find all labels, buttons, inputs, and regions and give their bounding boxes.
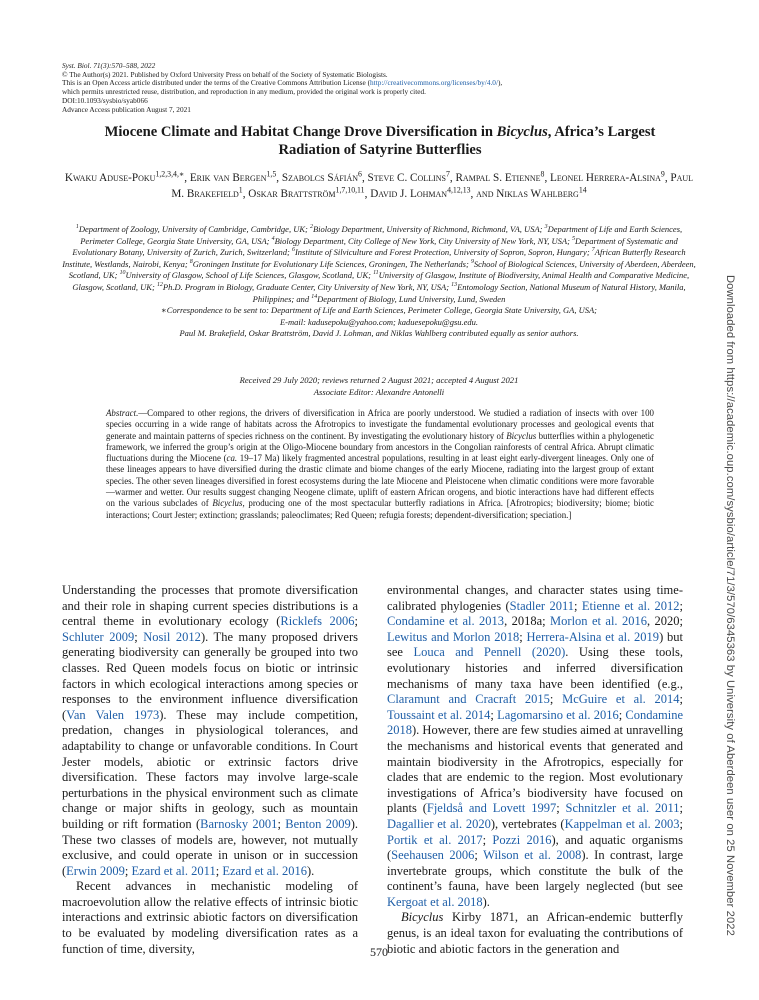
copyright-line: © The Author(s) 2021. Published by Oxford University Press on behalf of the Society of Systematic Biologists. xyxy=(62,69,388,79)
download-watermark: Downloaded from https://academic.oup.com/sysbio/article/71/3/570/6345363 by University of Aberdeen user on 25 November 2022 xyxy=(724,275,736,936)
citation-link[interactable]: Morlon et al. 2016 xyxy=(550,614,647,629)
license-link[interactable]: http://creativecommons.org/licenses/by/4.0/ xyxy=(370,78,498,88)
associate-editor: Associate Editor: Alexandre Antonelli xyxy=(313,386,445,397)
citation-link[interactable]: Nosil 2012 xyxy=(143,629,201,644)
correspondence: ∗Correspondence to be sent to: Department of Life and Earth Sciences, Perimeter College, Georgia State University, GA, USA; xyxy=(161,305,597,316)
received-line: Received 29 July 2020; reviews returned 2 August 2021; accepted 4 August 2021 xyxy=(239,375,519,385)
journal-header xyxy=(62,62,662,114)
doi-line: DOI:10.1093/sysbio/syab066 xyxy=(62,95,148,105)
citation-link[interactable]: Erwin 2009 xyxy=(66,863,125,878)
affiliation-list: $^1$Department of Zoology, University of Cambridge, Cambridge, UK; $^2$Biology Department, University of Richmond, Richmond, VA, USA; $^3$Department of Life and Earth Sciences, Perimeter College, Georgia State University, GA, USA; $^4$Biology Department, City College of New York, City University of New York, NY, USA; $^5$Department of Systematic and Evolutionary Botany, University of Zurich, Zurich, Switzerland; $^6$Institute of Silviculture and Forest Protection, University of Sopron, Sopron, Hungary; $^7$African Butterfly Research Institute, Westlands, Nairobi, Kenya; $^8$Groningen Institute for Evolutionary Life Sciences, Groningen, The Netherlands; $^9$School of Biological Sciences, University of Aberdeen, Aberdeen, Scotland, UK; $^{10}$University of Glasgow, School of Life Sciences, Glasgow, Scotland, UK; $^{11}$University of Glasgow, Institute of Biodiversity, Animal Health and Comparative Medicine, Glasgow, Scotland, UK; $^{12}$Ph.D. Program in Biology, Graduate Center, City University of New York, NY, USA; $^{13}$Entomology Section, National Museum of Natural History, Manila, Philippines; and $^{14}$Department of Biology, Lund University, Lund, Sweden xyxy=(62,224,696,304)
license-terms: which permits unrestricted reuse, distribution, and reproduction in any medium, provided the original work is properly cited. xyxy=(62,87,426,97)
citation-link[interactable]: Ezard et al. 2016 xyxy=(222,863,307,878)
citation-link[interactable]: Lagomarsino et al. 2016 xyxy=(497,707,619,722)
body-column-left xyxy=(62,583,358,957)
citation-link[interactable]: Lewitus and Morlon 2018 xyxy=(387,629,520,644)
equal-contribution-note: Paul M. Brakefield, Oskar Brattström, David J. Lohman, and Niklas Wahlberg contributed equally as senior authors. xyxy=(179,328,579,339)
citation-link[interactable]: McGuire et al. 2014 xyxy=(562,692,680,707)
abstract-text: —Compared to other regions, the drivers of diversification in Africa are poorly understood. We studied a radiation of insects with over 100 species occurring in a wide range of habitats across the Afrotropics to investigate the fundamental evolutionary processes and geological events that generate and maintain patterns of species richness on the continent. By investigating the evolutionary history of Bicyclus butterflies within a phylogenetic framework, we inferred the group’s origin at the Oligo-Miocene boundary from ancestors in the Congolian rainforests of central Africa. Abrupt climatic fluctuations during the Miocene (ca. 19–17 Ma) likely fragmented ancestral populations, resulting in at least eight early-divergent lineages. Only one of these lineages appears to have diversified during the drastic climate and biome changes of the early Miocene, radiating into the largest group of extant species. The other seven lineages diversified in forest ecosystems during the late Miocene and Pleistocene when climatic conditions were more favorable—warmer and wetter. Our results suggest changing Neogene climate, uplift of eastern African orogens, and biotic interactions have had different effects on the various subclades of Bicyclus, producing one of the most spectacular butterfly radiations in Africa. [Afrotropics; biodiversity; biome; biotic interactions; Court Jester; extinction; grasslands; paleoclimates; Red Queen; refugia forests; dependent-diversification; speciation.] xyxy=(106,408,654,520)
citation-link[interactable]: Condamine 2018 xyxy=(387,707,684,738)
citation-link[interactable]: Wilson et al. 2008 xyxy=(483,848,582,863)
body-column-right xyxy=(387,583,683,957)
citation-link[interactable]: Claramunt and Cracraft 2015 xyxy=(387,692,550,707)
citation-link[interactable]: Ricklefs 2006 xyxy=(280,614,355,629)
abstract-label: Abstract. xyxy=(106,408,139,418)
paragraph: Recent advances in mechanistic modeling of macroevolution allow the relative effects of intrinsic biotic interactions and extrinsic abiotic factors on diversification to be evaluated by modeling diversification rates as a function of time, diversity, xyxy=(62,879,358,956)
citation-link[interactable]: Kergoat et al. 2018 xyxy=(387,894,483,909)
citation-link[interactable]: Fjeldså and Lovett 1997 xyxy=(426,801,557,816)
citation-link[interactable]: Benton 2009 xyxy=(285,816,351,831)
citation-link[interactable]: Schluter 2009 xyxy=(62,629,135,644)
citation-link[interactable]: Seehausen 2006 xyxy=(391,848,475,863)
citation-link[interactable]: Etienne et al. 2012 xyxy=(581,598,680,613)
article-dates xyxy=(62,375,696,398)
citation-link[interactable]: Stadler 2011 xyxy=(509,598,575,613)
citation-link[interactable]: Toussaint et al. 2014 xyxy=(387,707,491,722)
citation-link[interactable]: Pozzi 2016 xyxy=(492,832,552,847)
license-line: This is an Open Access article distributed under the terms of the Creative Commons Attribution License (http://creativecommons.org/licenses/by/4.0/), xyxy=(62,78,503,88)
citation-link[interactable]: Barnosky 2001 xyxy=(200,816,278,831)
advance-access-line: Advance Access publication August 7, 2021 xyxy=(62,104,191,114)
page-number: 570 xyxy=(370,945,388,959)
author-list: Kwaku Aduse-Poku$^{1,2,3,4,∗}$, Erik van Bergen$^{1,5}$, Szabolcs Sáfián$^6$, Steve C. Collins$^7$, Rampal S. Etienne$^8$, Leonel Herrera-Alsina$^9$, Paul M. Brakefield$^1$, Oskar Brattström$^{1,7,10,11}$, David J. Lohman$^{4,12,13}$, and Niklas Wahlberg$^{14}$ xyxy=(64,169,694,200)
paragraph: environmental changes, and character states using time-calibrated phylogenies (Stadler 2011; Etienne et al. 2012; Condamine et al. 2013, 2018a; Morlon et al. 2016, 2020; Lewitus and Morlon 2018; Herrera-Alsina et al. 2019) but see Louca and Pennell (2020). Using these tools, evolutionary histories and inferred diversification mechanisms of many taxa have been identified (e.g., Claramunt and Cracraft 2015; McGuire et al. 2014; Toussaint et al. 2014; Lagomarsino et al. 2016; Condamine 2018). However, there are few studies aimed at unravelling the mechanisms and historical events that generated and maintain biodiversity in the Afrotropics, especially for clades that are endemic to the region. Most evolutionary investigations of Africa’s biodiversity have focused on plants (Fjeldså and Lovett 1997; Schnitzler et al. 2011; Dagallier et al. 2020), vertebrates (Kappelman et al. 2003; Portik et al. 2017; Pozzi 2016), and aquatic organisms (Seehausen 2006; Wilson et al. 2008). In contrast, large invertebrate groups, which constitute the bulk of the continent’s fauna, have been largely neglected (but see Kergoat et al. 2018). xyxy=(387,583,684,909)
citation-link[interactable]: Dagallier et al. 2020 xyxy=(387,816,491,831)
citation-link[interactable]: Herrera-Alsina et al. 2019 xyxy=(526,629,660,644)
article-title: Miocene Climate and Habitat Change Drove Diversification in Bicyclus, Africa’s Largest Radiation of Satyrine Butterflies xyxy=(104,124,656,158)
paragraph: Understanding the processes that promote diversification and their role in shaping current species distributions is a central theme in evolutionary ecology (Ricklefs 2006; Schluter 2009; Nosil 2012). The many proposed drivers generating biodiversity can generally be grouped into two classes. Red Queen models focus on biotic or intrinsic factors in which ecological interactions among species or responses to the environment influence diversification (Van Valen 1973). These may include competition, predation, changes in physiological tolerances, and adaptability to change or unfavorable conditions. In Court Jester models, abiotic or extrinsic factors drive diversification. These factors may involve large-scale perturbations in the physical environment such as climate change or major shifts in geology, such as mountain building or rift formation (Barnosky 2001; Benton 2009). These two classes of models are, however, not mutually exclusive, and could operate in unison or in succession (Erwin 2009; Ezard et al. 2011; Ezard et al. 2016). xyxy=(62,583,358,878)
citation-link[interactable]: Van Valen 1973 xyxy=(66,707,160,722)
email-line: E-mail: kadusepoku@yahoo.com; kaduesepoku@gsu.edu. xyxy=(279,316,479,327)
citation-link[interactable]: Condamine et al. 2013 xyxy=(387,614,505,629)
citation-link[interactable]: Portik et al. 2017 xyxy=(387,832,483,847)
citation-link[interactable]: Kappelman et al. 2003 xyxy=(564,816,680,831)
journal-citation: Syst. Biol. 71(3):570–588, 2022 xyxy=(62,61,156,70)
citation-link[interactable]: Louca and Pennell (2020) xyxy=(413,645,566,660)
abstract xyxy=(106,408,654,521)
affiliations xyxy=(62,224,696,340)
paragraph: Bicyclus Kirby 1871, an African-endemic butterfly genus, is an ideal taxon for evaluating the contributions of biotic and abiotic factors in the generation and xyxy=(387,910,683,956)
citation-link[interactable]: Schnitzler et al. 2011 xyxy=(565,801,680,816)
citation-link[interactable]: Ezard et al. 2011 xyxy=(131,863,216,878)
